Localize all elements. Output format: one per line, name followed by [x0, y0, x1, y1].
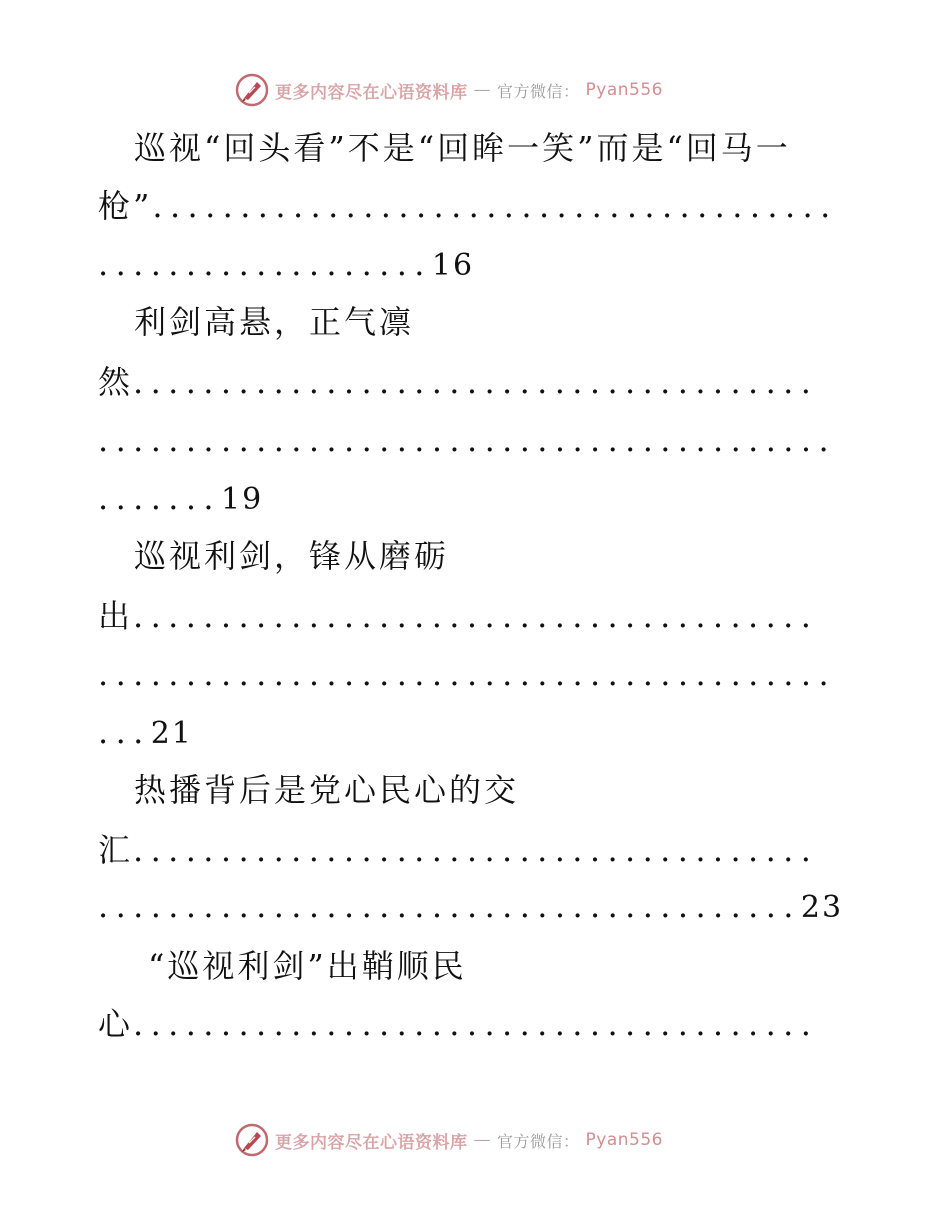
- toc-entry-2-page: 19: [221, 482, 264, 517]
- toc-entry-4-page: 23: [800, 890, 844, 925]
- toc-leader-dots: ..........................................: [98, 655, 837, 693]
- toc-entry-4-line3: [98, 882, 843, 930]
- toc-entry-3-page: 21: [150, 716, 193, 751]
- header-watermark: [235, 72, 663, 108]
- quill-pen-logo-icon: [235, 1123, 269, 1157]
- toc-entry-3-title: 巡视利剑，锋从磨砺: [134, 537, 450, 575]
- toc-entry-1-line2: [98, 182, 838, 230]
- watermark-dash: —: [473, 80, 491, 100]
- toc-entry-2-title-cont: 然: [98, 363, 134, 401]
- toc-entry-3-line3: [98, 650, 836, 698]
- watermark-wechat-id: Pyan556: [585, 1130, 663, 1150]
- toc-entry-3-line4: [98, 708, 193, 756]
- toc-entry-2-line3: [98, 416, 836, 464]
- toc-entry-3-line2: [98, 592, 818, 640]
- toc-leader-dots: ...: [98, 713, 151, 751]
- toc-leader-dots: .......................................: [133, 363, 819, 401]
- watermark-wechat-label: 官方微信：: [497, 1131, 580, 1151]
- toc-entry-1-title: 巡视“回头看”不是“回眸一笑”而是“回马一: [134, 129, 791, 167]
- toc-entry-1-page: 16: [431, 248, 475, 283]
- watermark-wechat-label: 官方微信：: [497, 81, 580, 101]
- quill-pen-logo-icon: [235, 73, 269, 107]
- toc-leader-dots: .......................................: [133, 597, 819, 635]
- toc-entry-5-title-cont: 心: [98, 1005, 134, 1043]
- watermark-text: 更多内容尽在心语资料库: [275, 1132, 468, 1153]
- footer-watermark: [235, 1122, 663, 1158]
- toc-leader-dots: .......................................: [133, 1005, 819, 1043]
- toc-entry-2-title: 利剑高悬，正气凛: [134, 303, 415, 341]
- toc-leader-dots: .......................................: [133, 831, 819, 869]
- watermark-dash: —: [473, 1130, 491, 1150]
- toc-entry-3-title-cont: 出: [98, 597, 134, 635]
- toc-entry-1-line3: [98, 240, 474, 288]
- toc-entry-5-title: “巡视利剑”出鞘顺民: [148, 947, 467, 985]
- toc-leader-dots: ..........................................: [98, 421, 837, 459]
- toc-leader-dots: ........................................: [98, 887, 801, 925]
- toc-entry-4-line2: [98, 826, 818, 874]
- toc-leader-dots: .......: [98, 479, 222, 517]
- toc-entry-4-title-cont: 汇: [98, 831, 134, 869]
- watermark-text: 更多内容尽在心语资料库: [275, 82, 468, 103]
- toc-entry-4-title: 热播背后是党心民心的交: [134, 771, 520, 809]
- toc-entry-5-line2: [98, 1000, 818, 1048]
- toc-leader-dots: ...................: [98, 245, 432, 283]
- toc-leader-dots: .......................................: [152, 187, 838, 225]
- watermark-wechat-id: Pyan556: [585, 80, 663, 100]
- toc-entry-2-line4: [98, 474, 263, 522]
- toc-entry-2-line2: [98, 358, 818, 406]
- toc-entry-1-title-cont: 枪”: [98, 187, 153, 225]
